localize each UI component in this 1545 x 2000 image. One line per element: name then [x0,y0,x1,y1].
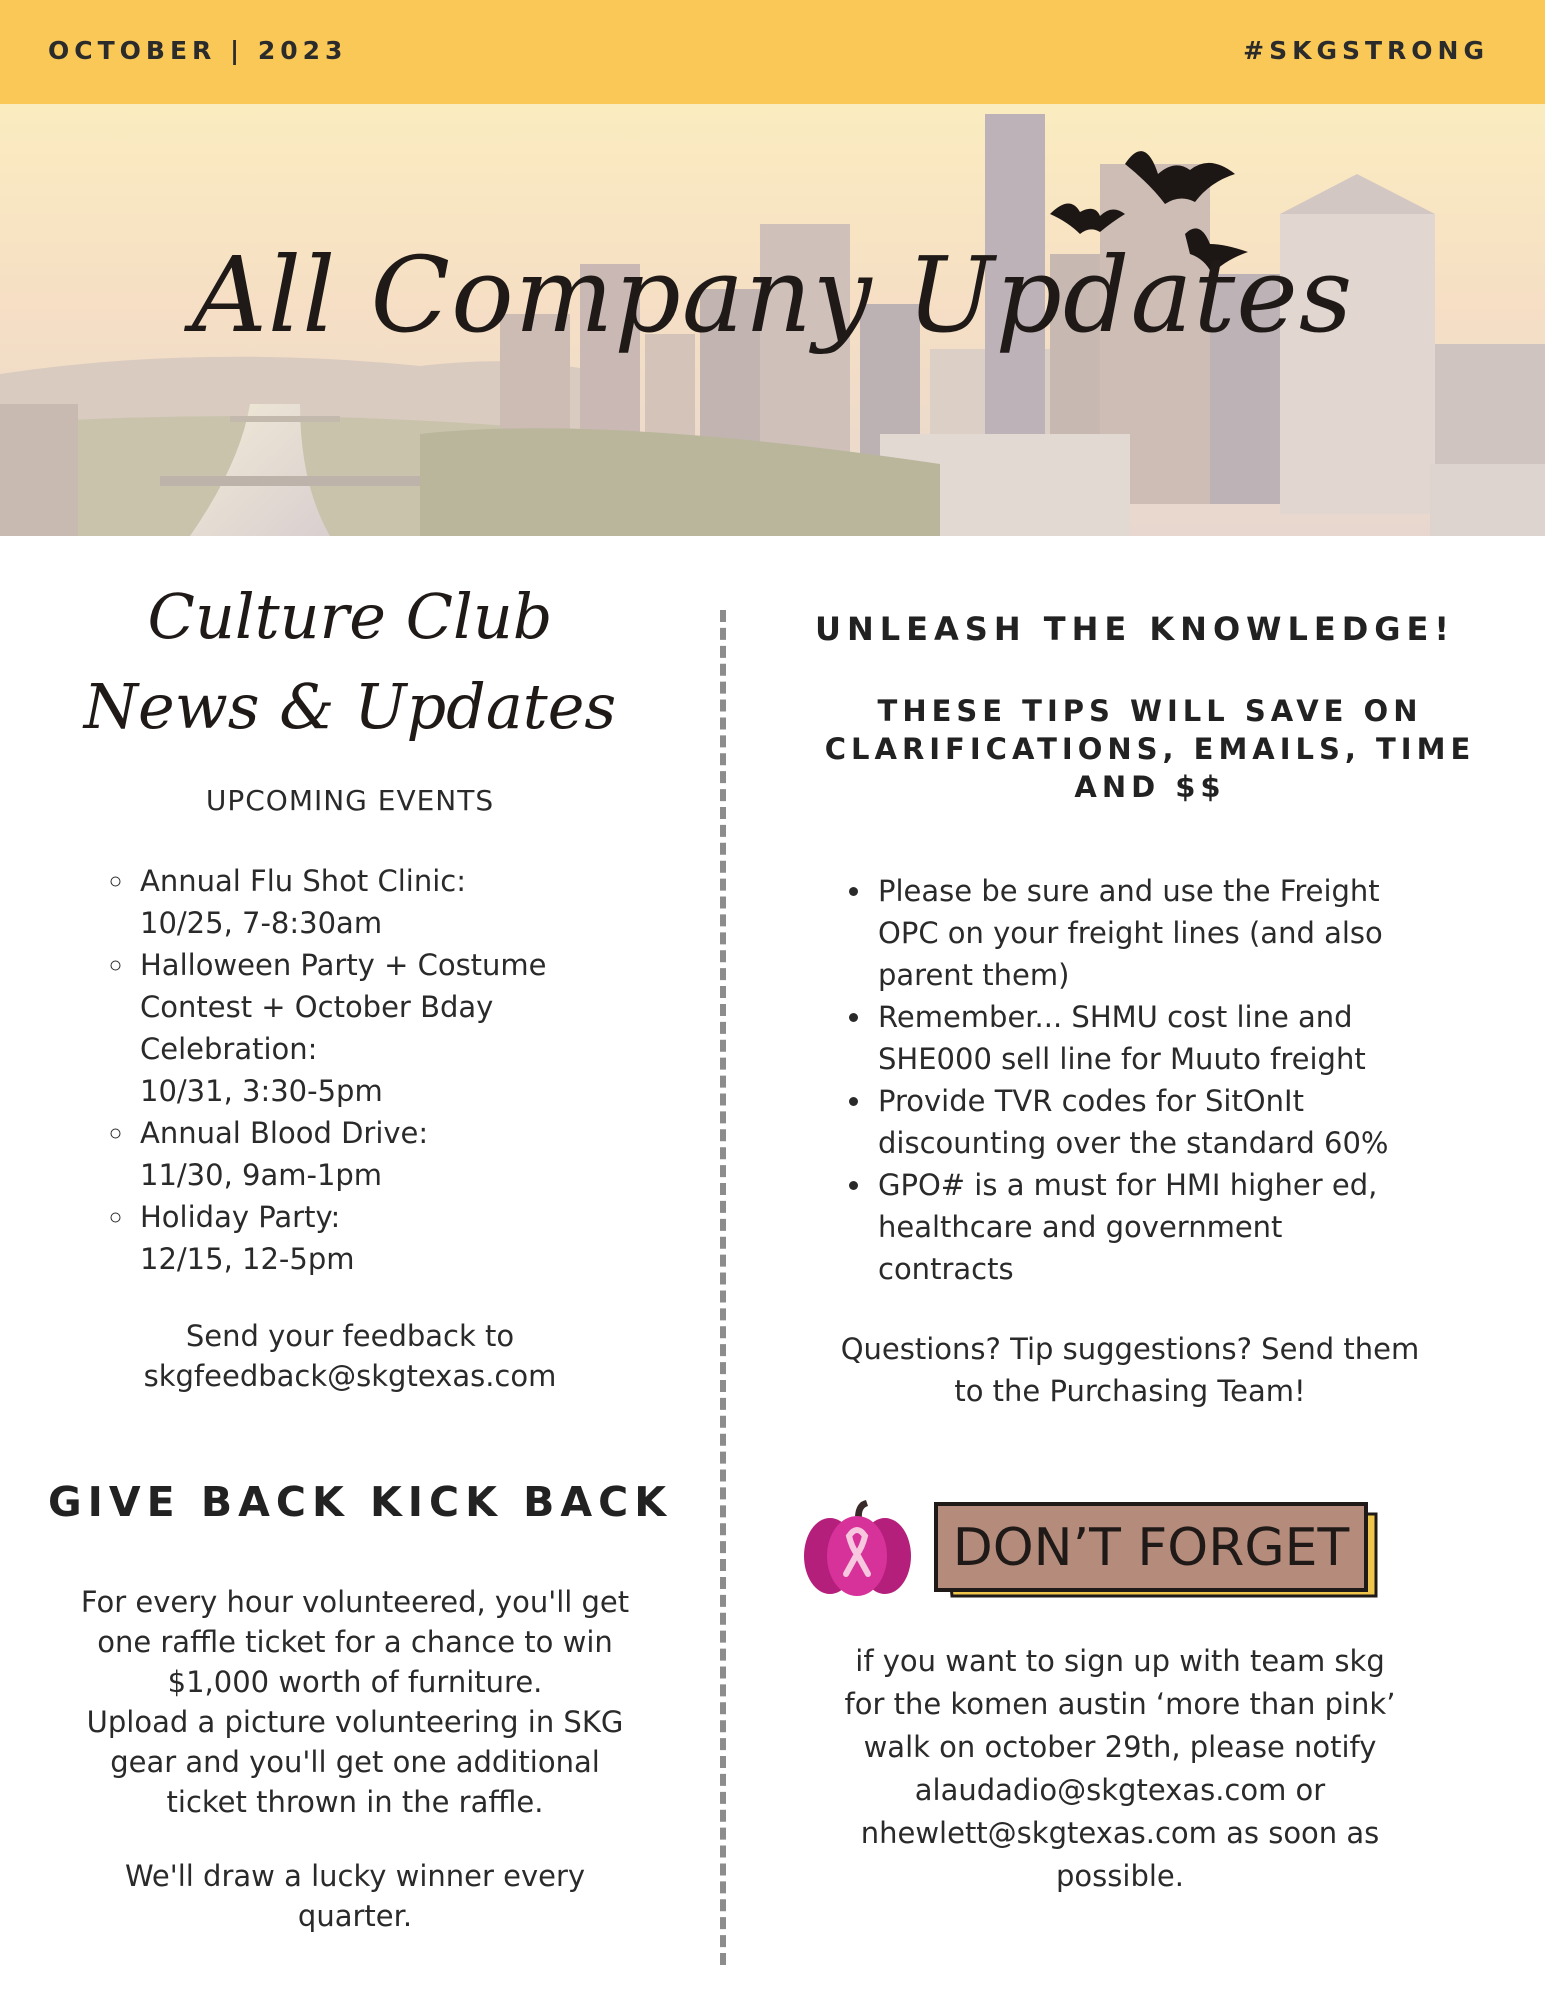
tips-list [836,870,1474,1290]
dont-forget-badge [934,1500,1382,1604]
list-item: ◦ Halloween Party + Costume Contest + October Bday Celebration: 10/31, 3:30-5pm [136,944,656,1112]
list-item: • Please be sure and use the Freight OPC on your freight lines (and also parent them) [874,870,1474,996]
list-item: ◦ Annual Flu Shot Clinic: 10/25, 7-8:30am [136,860,656,944]
list-item: • Provide TVR codes for SitOnIt discounting over the standard 60% [874,1080,1474,1164]
hashtag: #SKGSTRONG [1243,36,1489,65]
give-back-heading: GIVE BACK KICK BACK [47,1478,673,1526]
contact-email-link-2[interactable]: nhewlett@skgtexas.com as soon as [860,1816,1380,1850]
column-divider [720,610,726,1965]
hero-title: All Company Updates [191,234,1354,356]
culture-club-title-line1: Culture Club [147,580,553,653]
header-bar [0,0,1545,104]
upcoming-events-heading: UPCOMING EVENTS [205,784,495,817]
knowledge-subheading: THESE TIPS WILL SAVE ON CLARIFICATIONS, EMAILS, TIME AND $$ [824,694,1476,804]
contact-email-link[interactable]: alaudadio@skgtexas.com or [914,1773,1326,1807]
pumpkin-ribbon-icon [800,1498,915,1598]
events-list [96,860,656,1280]
komen-walk-text: if you want to sign up with team skg for the komen austin ‘more than pink’ walk on october 29th, please notify alaudadio@skgtexas.com or nhewlett@skgtexas.com as soon as possible. [790,1640,1450,1898]
issue-date: OCTOBER | 2023 [48,36,348,65]
badge-label: DON’T FORGET [952,1518,1350,1578]
hero-banner [0,104,1545,536]
give-back-text: For every hour volunteered, you'll get one raffle ticket for a chance to win $1,000 worth of furniture. Upload a picture volunteering in SKG gear and you'll get one additional ticket thrown in the raffle. We'll draw a lucky winner every quarter. [80,1585,630,1933]
culture-club-title [80,572,620,752]
feedback-text: Send your feedback to skgfeedback@skgtexas.com [80,1316,620,1396]
feedback-email-link[interactable]: skgfeedback@skgtexas.com [143,1359,557,1393]
list-item: ◦ Annual Blood Drive: 11/30, 9am-1pm [136,1112,656,1196]
knowledge-heading: UNLEASH THE KNOWLEDGE! [815,610,1455,648]
culture-club-title-line2: News & Updates [83,670,617,743]
questions-text: Questions? Tip suggestions? Send them to the Purchasing Team! [840,1332,1420,1408]
list-item: • Remember... SHMU cost line and SHE000 sell line for Muuto freight [874,996,1474,1080]
list-item: ◦ Holiday Party: 12/15, 12-5pm [136,1196,656,1280]
list-item: • GPO# is a must for HMI higher ed, healthcare and government contracts [874,1164,1474,1290]
